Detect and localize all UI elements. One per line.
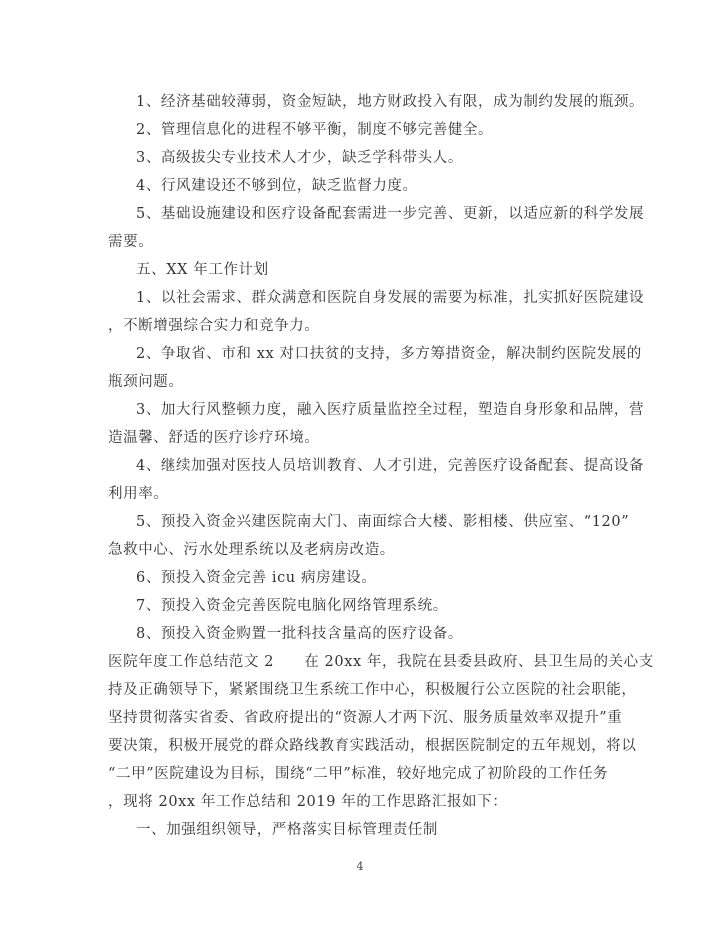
text-line: 急救中心、污水处理系统以及老病房改造。 xyxy=(108,542,395,558)
text-line: 医院年度工作总结范文 2 在 20xx 年，我院在县委县政府、县卫生局的关心支 xyxy=(108,654,654,670)
document-body xyxy=(108,88,654,844)
text-line: ，现将 20xx 年工作总结和 2019 年的工作思路汇报如下： xyxy=(108,794,508,810)
text-line: ，不断增强综合实力和竞争力。 xyxy=(108,318,320,334)
text-line: 1、经济基础较薄弱，资金短缺，地方财政投入有限，成为制约发展的瓶颈。 xyxy=(136,94,645,110)
text-line: 造温馨、舒适的医疗诊疗环境。 xyxy=(108,430,320,446)
text-line: 4、继续加强对医技人员培训教育、人才引进，完善医疗设备配套、提高设备 xyxy=(136,458,645,474)
text-line: 3、高级拔尖专业技术人才少，缺乏学科带头人。 xyxy=(136,150,463,166)
text-line: 瓶颈问题。 xyxy=(108,374,184,390)
text-line: 7、预投入资金完善医院电脑化网络管理系统。 xyxy=(136,598,448,614)
text-line: 3、加大行风整顿力度，融入医疗质量监控全过程，塑造自身形象和品牌，营 xyxy=(136,402,645,418)
text-line: 1、以社会需求、群众满意和医院自身发展的需要为标准，扎实抓好医院建设 xyxy=(136,290,645,306)
text-line: 5、预投入资金兴建医院南大门、南面综合大楼、影相楼、供应室、“120” xyxy=(136,514,630,530)
text-line: “二甲”医院建设为目标，围绕“二甲”标准，较好地完成了初阶段的工作任务 xyxy=(108,766,609,782)
text-line: 6、预投入资金完善 icu 病房建设。 xyxy=(136,570,377,586)
text-line: 一、加强组织领导，严格落实目标管理责任制 xyxy=(136,822,438,838)
text-line: 8、预投入资金购置一批科技含量高的医疗设备。 xyxy=(136,626,463,642)
text-line: 五、XX 年工作计划 xyxy=(136,262,269,278)
text-line: 要决策，积极开展党的群众路线教育实践活动，根据医院制定的五年规划，将以 xyxy=(108,738,637,754)
text-line: 坚持贯彻落实省委、省政府提出的“资源人才两下沉、服务质量效率双提升”重 xyxy=(108,710,623,726)
text-line: 2、管理信息化的进程不够平衡，制度不够完善健全。 xyxy=(136,122,494,138)
text-line: 2、争取省、市和 xx 对口扶贫的支持，多方筹措资金，解决制约医院发展的 xyxy=(136,346,642,362)
text-line: 5、基础设施建设和医疗设备配套需进一步完善、更新，以适应新的科学发展 xyxy=(136,206,645,222)
text-line: 需要。 xyxy=(108,234,154,250)
text-line: 持及正确领导下，紧紧围绕卫生系统工作中心，积极履行公立医院的社会职能， xyxy=(108,682,637,698)
text-line: 4、行风建设还不够到位，缺乏监督力度。 xyxy=(136,178,418,194)
page-number: 4 xyxy=(356,860,364,873)
text-line: 利用率。 xyxy=(108,486,169,502)
